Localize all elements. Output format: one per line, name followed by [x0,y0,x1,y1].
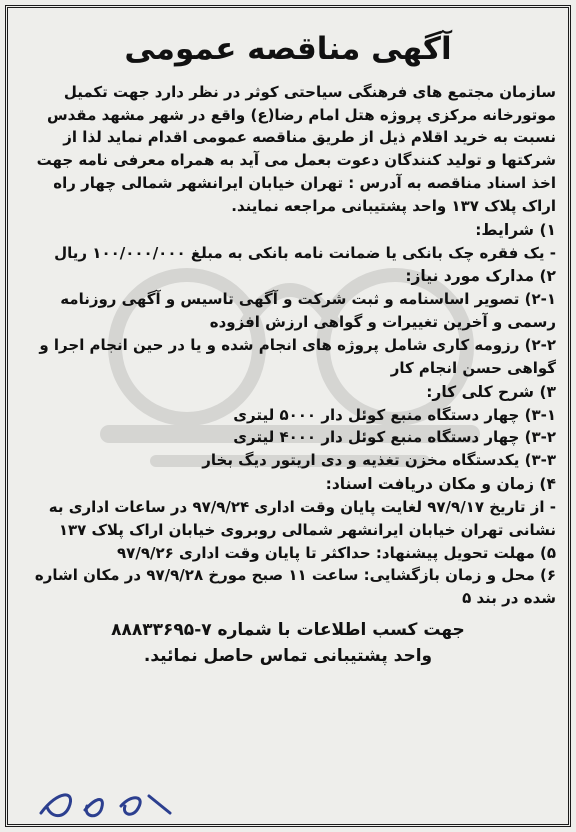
contact-line-1 [20,617,556,643]
work-item-3: ۳-۳) یکدستگاه مخزن تغذیه و دی اریتور دیگ بخار [202,451,556,470]
section-required-documents-heading: ۲) مدارک مورد نیاز: [405,267,556,286]
contact-prefix: جهت کسب اطلاعات با شماره ۷- [194,619,465,640]
tender-notice [18,10,558,825]
opening-details: ۶) محل و زمان بازگشایی: ساعت ۱۱ صبح مورخ ۹۷/۹/۲۸ در مکان اشاره شده در بند ۵ [34,566,556,608]
document-receipt-details: - از تاریخ ۹۷/۹/۱۷ لغایت پایان وقت اداری ۹۷/۹/۲۴ در ساعات اداری به نشانی تهران خیابان ایرانشهر شمالی روبروی خیابان اراک پلاک ۱۳۷ [48,497,556,539]
address-suffix: مراجعه نمایند. [231,196,337,215]
guarantee-requirement: - یک فقره چک بانکی یا ضمانت نامه بانکی به مبلغ ۱۰۰/۰۰۰/۰۰۰ ریال [54,243,556,262]
tender-address: تهران خیابان ایرانشهر شمالی چهار راه اراک پلاک ۱۳۷ واحد پشتیبانی [53,173,556,215]
contact-suffix: واحد پشتیبانی تماس حاصل نمائید. [143,646,433,667]
work-item-1: ۳-۱) چهار دستگاه منبع کوئل دار ۵۰۰۰ لیتری [233,405,556,424]
section-conditions-heading: ۱) شرایط: [475,220,556,239]
proposal-deadline: ۵) مهلت تحویل پیشنهاد: حداکثر تا پایان وقت اداری ۹۷/۹/۲۶ [117,543,556,562]
section-document-receipt-heading: ۴) زمان و مکان دریافت اسناد: [325,474,556,493]
work-item-2: ۳-۲) چهار دستگاه منبع کوئل دار ۴۰۰۰ لیتری [233,428,556,447]
contact-info [20,617,556,670]
document-requirement-2: ۲-۲) رزومه کاری شامل پروژه های انجام شده و یا در حین انجام اجرا و گواهی حسن انجام کار [39,335,556,377]
intro-text: سازمان مجتمع های فرهنگی سیاحتی کوثر در نظر دارد جهت تکمیل موتورخانه مرکزی پروژه هتل امام رضا(ع) واقع در شهر مشهد مقدس نسبت به خرید اقلام ذیل از طریق مناقصه عمومی اقدام نماید لذا از شرکتها و تولید کنندگان دعوت بعمل می آید به همراه معرفی نامه جهت اخذ اسناد مناقصه به آدرس : [36,82,556,192]
handwritten-mark [33,782,178,824]
contact-phone: ۸۸۸۳۳۶۹۵ [111,619,195,640]
notice-intro [20,81,556,218]
document-requirement-1: ۲-۱) تصویر اساسنامه و ثبت شرکت و آگهی تاسیس و آگهی روزنامه رسمی و آخرین تغییرات و گواهی ارزش افزوده [60,290,556,332]
notice-title: آگهی مناقصه عمومی [124,31,452,67]
section-work-description-heading: ۳) شرح کلی کار: [426,382,556,401]
